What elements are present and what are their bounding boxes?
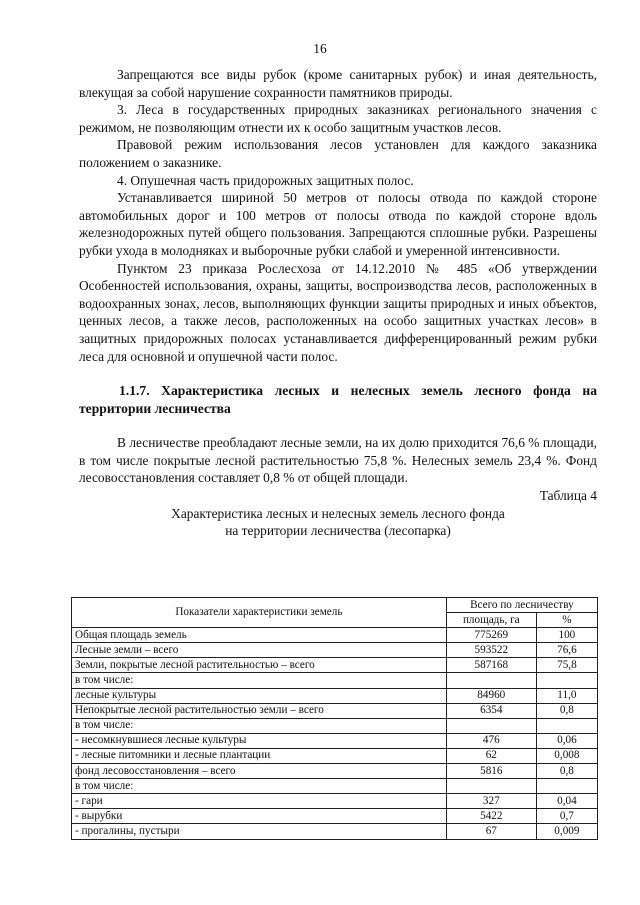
row-percent: 0,7 [536, 809, 597, 824]
page-number: 16 [313, 41, 327, 56]
row-percent: 11,0 [536, 688, 597, 703]
row-label: - несомкнувшиеся лесные культуры [72, 733, 447, 748]
table-row [72, 718, 598, 733]
table-row [72, 673, 598, 688]
table-row [72, 688, 598, 703]
row-percent: 0,8 [536, 764, 597, 779]
row-percent: 100 [536, 628, 597, 643]
row-area: 476 [446, 733, 536, 748]
table-row [72, 733, 598, 748]
row-label: в том числе: [72, 718, 447, 733]
row-area: 5422 [446, 809, 536, 824]
row-label: лесные культуры [72, 688, 447, 703]
row-percent [536, 718, 597, 733]
row-label: - прогалины, пустыри [72, 824, 447, 839]
table-row [72, 748, 598, 763]
row-label: Земли, покрытые лесной растительностью – всего [72, 658, 447, 673]
table-row [72, 809, 598, 824]
row-area: 62 [446, 748, 536, 763]
table-row [72, 779, 598, 794]
row-percent: 76,6 [536, 643, 597, 658]
table-header-indicator: Показатели характеристики земель [72, 598, 447, 628]
row-area: 84960 [446, 688, 536, 703]
table-row [72, 703, 598, 718]
row-percent: 75,8 [536, 658, 597, 673]
row-percent: 0,008 [536, 748, 597, 763]
row-area: 593522 [446, 643, 536, 658]
row-percent: 0,04 [536, 794, 597, 809]
row-percent: 0,009 [536, 824, 597, 839]
paragraph-6: Пунктом 23 приказа Рослесхоза от 14.12.2010 № 485 «Об утверждении Особенностей использования, охраны, защиты, воспроизводства лесов, расположенных в водоохранных зонах, лесов, выполняющих функции защиты природных и иных объектов, ценных лесов, а также лесов, расположенных на особо защитных участках лесов» в защитных придорожных полосах устанавливается дифференцированный режим рубки леса для основной и опушечной части полос. [79, 260, 597, 364]
paragraph-1: Запрещаются все виды рубок (кроме санитарных рубок) и иная деятельность, влекущая за собой нарушение сохранности памятников природы. [79, 67, 597, 100]
row-area [446, 718, 536, 733]
row-area [446, 779, 536, 794]
row-label: в том числе: [72, 779, 447, 794]
table-label: Таблица 4 [539, 488, 597, 504]
table-row [72, 824, 598, 839]
table-row [72, 764, 598, 779]
document-body [79, 66, 597, 540]
row-area: 5816 [446, 764, 536, 779]
row-label: Непокрытые лесной растительностью земли – всего [72, 703, 447, 718]
table-header-percent: % [536, 613, 597, 628]
row-label: фонд лесовосстановления – всего [72, 764, 447, 779]
table-header-group: Всего по лесничеству [446, 598, 597, 613]
section-heading: 1.1.7. Характеристика лесных и нелесных земель лесного фонда на территории лесничества [79, 383, 597, 416]
row-area: 6354 [446, 703, 536, 718]
row-label: Лесные земли – всего [72, 643, 447, 658]
row-area: 775269 [446, 628, 536, 643]
paragraph-4: 4. Опушечная часть придорожных защитных полос. [117, 172, 414, 188]
table-row [72, 794, 598, 809]
row-area: 327 [446, 794, 536, 809]
row-area: 67 [446, 824, 536, 839]
paragraph-5: Устанавливается шириной 50 метров от полосы отвода по каждой стороне автомобильных дорог и 100 метров от полосы отвода по каждой стороне вдоль железнодорожных путей общего пользования. Запрещаются сплошные рубки. Разрешены рубки ухода в молодняках и выборочные рубки слабой и умеренной интенсивности. [79, 190, 597, 258]
table-title-line1: Характеристика лесных и нелесных земель лесного фонда [171, 505, 505, 521]
table-row [72, 643, 598, 658]
row-label: Общая площадь земель [72, 628, 447, 643]
table-header-area: площадь, га [446, 613, 536, 628]
paragraph-2: 3. Леса в государственных природных заказниках регионального значения с режимом, не позволяющим отнести их к особо защитным участков лесов. [79, 102, 597, 135]
intro-paragraph: В лесничестве преобладают лесные земли, на их долю приходится 76,6 % площади, в том числе покрытые лесной растительностью 75,8 %. Нелесных земель 23,4 %. Фонд лесовосстановления составляет 0,8 % от общей площади. [79, 435, 597, 486]
row-percent [536, 779, 597, 794]
row-percent: 0,06 [536, 733, 597, 748]
paragraph-3: Правовой режим использования лесов установлен для каждого заказника положением о заказнике. [79, 137, 597, 170]
row-label: - гари [72, 794, 447, 809]
land-characteristics-table [71, 597, 598, 840]
table-row [72, 628, 598, 643]
row-percent [536, 673, 597, 688]
table-title-line2: на территории лесничества (лесопарка) [225, 523, 451, 539]
row-label: - вырубки [72, 809, 447, 824]
row-percent: 0,8 [536, 703, 597, 718]
row-label: - лесные питомники и лесные плантации [72, 748, 447, 763]
row-area: 587168 [446, 658, 536, 673]
row-label: в том числе: [72, 673, 447, 688]
row-area [446, 673, 536, 688]
table-row [72, 658, 598, 673]
